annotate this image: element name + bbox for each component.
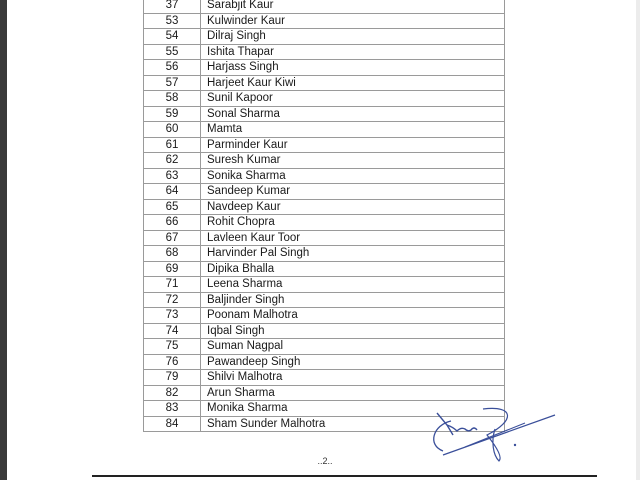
- serial-number-cell: 61: [144, 137, 201, 153]
- name-cell: Sonika Sharma: [201, 168, 505, 184]
- table-row: [144, 354, 505, 370]
- serial-number-cell: 73: [144, 308, 201, 324]
- scan-right-edge: [636, 0, 640, 480]
- serial-number-cell: 67: [144, 230, 201, 246]
- serial-number-cell: 65: [144, 199, 201, 215]
- serial-number-cell: 75: [144, 339, 201, 355]
- name-cell: Sonal Sharma: [201, 106, 505, 122]
- serial-number-cell: 83: [144, 401, 201, 417]
- table-row: [144, 75, 505, 91]
- table-row: [144, 246, 505, 262]
- name-cell: Leena Sharma: [201, 277, 505, 293]
- table-row: [144, 385, 505, 401]
- roster-table-body: [144, 0, 505, 432]
- table-row: [144, 122, 505, 138]
- table-row: [144, 230, 505, 246]
- table-row: [144, 13, 505, 29]
- table-row: [144, 168, 505, 184]
- serial-number-cell: 63: [144, 168, 201, 184]
- serial-number-cell: 71: [144, 277, 201, 293]
- serial-number-cell: 68: [144, 246, 201, 262]
- serial-number-cell: 74: [144, 323, 201, 339]
- serial-number-cell: 72: [144, 292, 201, 308]
- serial-number-cell: 79: [144, 370, 201, 386]
- scan-left-edge: [0, 0, 7, 480]
- name-cell: Monika Sharma: [201, 401, 505, 417]
- table-row: [144, 261, 505, 277]
- name-cell: Suman Nagpal: [201, 339, 505, 355]
- table-row: [144, 153, 505, 169]
- table-row: [144, 184, 505, 200]
- name-cell: Iqbal Singh: [201, 323, 505, 339]
- name-cell: Dilraj Singh: [201, 29, 505, 45]
- serial-number-cell: 57: [144, 75, 201, 91]
- serial-number-cell: 37: [144, 0, 201, 13]
- name-cell: Dipika Bhalla: [201, 261, 505, 277]
- serial-number-cell: 53: [144, 13, 201, 29]
- table-row: [144, 277, 505, 293]
- serial-number-cell: 58: [144, 91, 201, 107]
- table-row: [144, 215, 505, 231]
- page-number: ..2..: [317, 456, 333, 466]
- serial-number-cell: 64: [144, 184, 201, 200]
- name-cell: Lavleen Kaur Toor: [201, 230, 505, 246]
- serial-number-cell: 66: [144, 215, 201, 231]
- name-cell: Harjeet Kaur Kiwi: [201, 75, 505, 91]
- serial-number-cell: 69: [144, 261, 201, 277]
- name-cell: Rohit Chopra: [201, 215, 505, 231]
- name-cell: Arun Sharma: [201, 385, 505, 401]
- table-row: [144, 0, 505, 13]
- name-cell: Poonam Malhotra: [201, 308, 505, 324]
- table-row: [144, 323, 505, 339]
- name-cell: Baljinder Singh: [201, 292, 505, 308]
- name-cell: Kulwinder Kaur: [201, 13, 505, 29]
- serial-number-cell: 59: [144, 106, 201, 122]
- table-row: [144, 370, 505, 386]
- table-row: [144, 308, 505, 324]
- name-cell: Harjass Singh: [201, 60, 505, 76]
- name-cell: Navdeep Kaur: [201, 199, 505, 215]
- serial-number-cell: 76: [144, 354, 201, 370]
- serial-number-cell: 60: [144, 122, 201, 138]
- table-row: [144, 29, 505, 45]
- table-row: [144, 60, 505, 76]
- serial-number-cell: 54: [144, 29, 201, 45]
- name-cell: Suresh Kumar: [201, 153, 505, 169]
- serial-number-cell: 62: [144, 153, 201, 169]
- name-cell: Ishita Thapar: [201, 44, 505, 60]
- footer-divider: [92, 475, 597, 477]
- name-cell: Sunil Kapoor: [201, 91, 505, 107]
- signature-icon: [425, 405, 565, 465]
- roster-table: [143, 0, 505, 432]
- name-cell: Mamta: [201, 122, 505, 138]
- name-cell: Sarabjit Kaur: [201, 0, 505, 13]
- name-cell: Sham Sunder Malhotra: [201, 416, 505, 432]
- table-row: [144, 106, 505, 122]
- table-row: [144, 292, 505, 308]
- serial-number-cell: 84: [144, 416, 201, 432]
- name-cell: Pawandeep Singh: [201, 354, 505, 370]
- serial-number-cell: 56: [144, 60, 201, 76]
- table-row: [144, 91, 505, 107]
- table-row: [144, 199, 505, 215]
- serial-number-cell: 55: [144, 44, 201, 60]
- table-row: [144, 137, 505, 153]
- table-row: [144, 339, 505, 355]
- name-cell: Harvinder Pal Singh: [201, 246, 505, 262]
- name-cell: Sandeep Kumar: [201, 184, 505, 200]
- table-row: [144, 44, 505, 60]
- name-cell: Shilvi Malhotra: [201, 370, 505, 386]
- name-cell: Parminder Kaur: [201, 137, 505, 153]
- serial-number-cell: 82: [144, 385, 201, 401]
